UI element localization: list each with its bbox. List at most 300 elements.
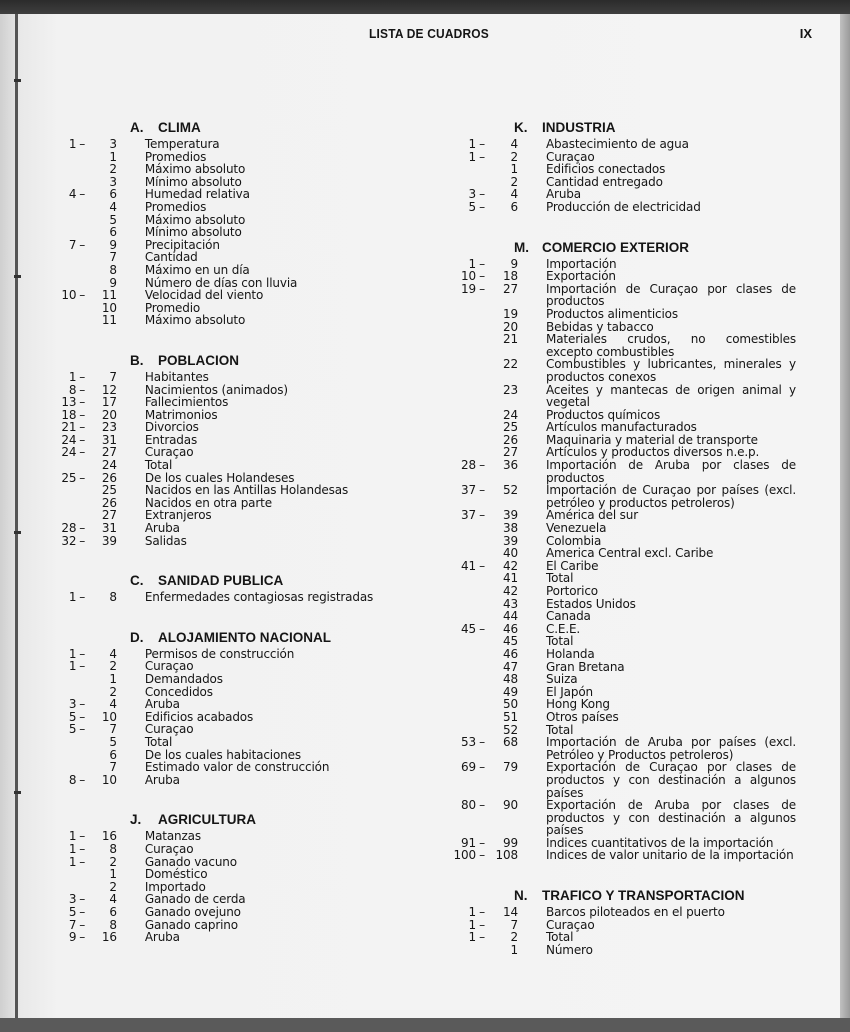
table-title: Curaçao (144, 722, 194, 737)
table-title: Mínimo absoluto (144, 174, 242, 189)
table-of-contents-entry (428, 333, 828, 358)
table-number: 20 (503, 319, 518, 334)
range-dash: – (479, 149, 485, 164)
table-range-start: 37 (461, 508, 476, 523)
table-number: 4 (510, 187, 518, 202)
table-number: 23 (101, 420, 117, 435)
table-of-contents-entry (34, 906, 434, 919)
range-dash: – (479, 187, 485, 202)
table-title: Velocidad del viento (144, 288, 264, 303)
section-letter: D. (130, 629, 144, 645)
table-of-contents-entry (428, 919, 828, 932)
table-title: De los cuales Holandeses (144, 470, 295, 485)
table-of-contents-entry (428, 522, 828, 535)
table-of-contents-entry (428, 572, 828, 585)
table-number: 46 (503, 646, 518, 661)
table-of-contents-entry (428, 258, 828, 271)
range-dash (476, 635, 488, 648)
binding-staple (14, 79, 21, 82)
table-title: Promedios (144, 199, 207, 214)
range-dash (476, 598, 488, 611)
table-of-contents-entry (428, 648, 828, 661)
table-number: 4 (510, 137, 518, 151)
table-number: 9 (109, 237, 117, 252)
table-number: 4 (109, 646, 117, 661)
table-title: Barcos piloteados en el puerto (546, 905, 725, 920)
range-dash (76, 749, 88, 762)
table-range-start: 1 (468, 149, 476, 164)
range-dash: – (79, 470, 86, 485)
table-number: 6 (109, 187, 117, 202)
table-title: Número de días con lluvia (144, 275, 298, 290)
table-of-contents-entry (34, 497, 434, 510)
section-title: TRAFICO Y TRANSPORTACION (542, 888, 745, 904)
table-range-start (428, 384, 476, 409)
table-range-start: 5 (468, 199, 476, 214)
table-title: Salidas (144, 533, 187, 548)
table-title: Total (546, 634, 574, 649)
range-dash (476, 547, 488, 560)
range-dash: – (479, 483, 485, 498)
section-title: INDUSTRIA (542, 120, 616, 135)
table-of-contents-entry (428, 176, 828, 189)
table-range-start: 3 (468, 187, 476, 202)
table-number: 8 (109, 841, 117, 856)
table-range-start: 5 (68, 722, 77, 737)
range-dash: – (79, 697, 86, 712)
table-range-start: 13 (61, 395, 77, 410)
range-dash (476, 673, 488, 686)
range-dash: – (479, 848, 485, 863)
range-dash: – (479, 930, 485, 945)
table-number: 90 (503, 798, 518, 813)
table-range-start: 45 (461, 621, 476, 636)
table-number: 8 (109, 590, 117, 605)
table-title: Curaçao (144, 659, 194, 674)
table-range-start (428, 547, 476, 560)
range-dash (476, 572, 488, 585)
table-title: Aruba (144, 772, 180, 787)
table-title: Cantidad entregado (546, 174, 663, 189)
table-range-start (428, 661, 476, 674)
range-dash: – (79, 369, 86, 384)
table-title: Ganado ovejuno (144, 904, 241, 919)
table-range-start (34, 264, 76, 277)
table-title: Exportación de Curaçao por clases de productos y con destinación a algunos países (546, 760, 800, 800)
table-of-contents-entry (428, 283, 828, 308)
binding-staple (14, 791, 21, 794)
table-of-contents-entry (34, 698, 434, 711)
range-dash (76, 484, 88, 497)
range-dash: – (79, 237, 86, 252)
range-dash (76, 736, 88, 749)
range-dash: – (479, 621, 485, 636)
table-title: Edificios conectados (546, 162, 666, 177)
table-range-start (34, 151, 76, 164)
table-of-contents-entry (428, 698, 828, 711)
table-range-start (428, 610, 476, 623)
table-range-start (428, 409, 476, 422)
table-number: 1 (109, 149, 117, 164)
table-number: 1 (109, 867, 117, 882)
table-of-contents-entry (428, 635, 828, 648)
table-number: 8 (109, 262, 117, 277)
table-range-start: 18 (61, 407, 77, 422)
table-number: 18 (503, 269, 518, 284)
table-title: Hong Kong (546, 697, 610, 712)
range-dash: – (479, 735, 485, 750)
table-of-contents-entry (428, 686, 828, 699)
table-number: 27 (101, 508, 117, 523)
table-range-start: 24 (61, 432, 77, 447)
table-range-start (428, 944, 476, 957)
range-dash (476, 333, 488, 358)
table-title: Humedad relativa (144, 187, 250, 202)
range-dash (476, 648, 488, 661)
table-range-start (428, 572, 476, 585)
table-of-contents-entry (428, 384, 828, 409)
table-range-start: 28 (461, 458, 476, 473)
table-number: 11 (101, 313, 117, 328)
table-number: 26 (101, 495, 117, 510)
table-of-contents-entry (428, 761, 828, 799)
table-title: Promedios (144, 149, 207, 164)
table-number: 9 (109, 275, 117, 290)
table-number: 50 (503, 697, 518, 712)
binding-staple (14, 531, 21, 534)
table-range-start (34, 497, 76, 510)
table-of-contents-entry (428, 459, 828, 484)
table-title: Holanda (546, 646, 595, 661)
range-dash (76, 163, 88, 176)
table-range-start: 1 (68, 829, 77, 844)
table-number: 68 (503, 735, 518, 750)
table-range-start (428, 635, 476, 648)
table-title: Entradas (144, 432, 198, 447)
table-number: 3 (109, 174, 117, 189)
range-dash (76, 868, 88, 881)
table-range-start (428, 711, 476, 724)
table-range-start: 91 (461, 835, 476, 850)
table-of-contents-entry (34, 774, 434, 787)
table-of-contents-entry (34, 459, 434, 472)
range-dash (76, 761, 88, 774)
range-dash: – (79, 854, 86, 869)
range-dash: – (79, 407, 86, 422)
table-title: Ganado vacuno (144, 854, 237, 869)
range-dash: – (79, 382, 86, 397)
table-range-start: 10 (61, 288, 77, 303)
range-dash (476, 585, 488, 598)
section-title: COMERCIO EXTERIOR (542, 239, 690, 255)
table-of-contents-entry (34, 931, 434, 944)
table-number: 25 (101, 483, 117, 498)
table-of-contents-entry (34, 264, 434, 277)
table-of-contents-entry (34, 591, 434, 604)
table-title: Extranjeros (144, 508, 212, 523)
table-number: 51 (503, 709, 518, 724)
table-title: Temperatura (144, 137, 220, 151)
table-number: 79 (503, 760, 518, 775)
range-dash (476, 698, 488, 711)
table-range-start (428, 648, 476, 661)
table-number: 36 (503, 458, 518, 473)
table-of-contents-entry (428, 585, 828, 598)
range-dash: – (79, 709, 86, 724)
table-title: Nacidos en las Antillas Holandesas (144, 483, 349, 498)
section-letter: A. (130, 120, 144, 135)
table-of-contents-entry (34, 421, 434, 434)
table-number: 10 (101, 772, 117, 787)
table-of-contents-entry (34, 830, 434, 843)
table-number: 17 (101, 395, 117, 410)
table-number: 45 (503, 634, 518, 649)
range-dash: – (479, 558, 485, 573)
table-range-start: 3 (68, 892, 77, 907)
table-number: 31 (101, 432, 117, 447)
table-range-start: 1 (468, 905, 476, 920)
table-number: 24 (503, 407, 518, 422)
section-title: ALOJAMIENTO NACIONAL (158, 629, 332, 645)
table-number: 99 (503, 835, 518, 850)
table-of-contents-entry (428, 484, 828, 509)
table-title: Importado (144, 879, 206, 894)
table-title: Nacidos en otra parte (144, 495, 272, 510)
table-title: Aruba (546, 187, 581, 202)
table-of-contents-entry (34, 856, 434, 869)
section-letter: J. (130, 812, 142, 828)
left-column (34, 118, 434, 944)
table-range-start (428, 522, 476, 535)
range-dash: – (79, 829, 86, 844)
range-dash (76, 226, 88, 239)
table-range-start: 80 (461, 798, 476, 813)
table-range-start: 53 (461, 735, 476, 750)
table-title: América del sur (546, 508, 639, 523)
table-title: Importación de Curaçao por países (excl. petróleo y productos petroleros) (546, 483, 800, 510)
section-heading (428, 886, 828, 903)
table-of-contents-entry (428, 509, 828, 522)
table-number: 26 (503, 432, 518, 447)
range-dash: – (79, 917, 86, 932)
table-number: 20 (101, 407, 117, 422)
table-range-start (34, 302, 76, 315)
range-dash (476, 163, 488, 176)
page-title: LISTA DE CUADROS (369, 26, 489, 41)
table-title: Enfermedades contagiosas registradas (144, 590, 374, 605)
table-range-start: 5 (68, 904, 77, 919)
range-dash: – (479, 835, 485, 850)
section-heading (428, 118, 828, 135)
table-of-contents-entry (428, 163, 828, 176)
range-dash: – (79, 395, 86, 410)
table-of-contents-entry (34, 535, 434, 548)
range-dash: – (79, 841, 86, 856)
range-dash: – (479, 137, 485, 151)
table-number: 40 (503, 546, 518, 561)
table-range-start: 5 (68, 709, 77, 724)
scan-bottom-edge (0, 1018, 850, 1032)
table-of-contents-entry (34, 446, 434, 459)
table-title: Portorico (546, 584, 598, 598)
table-range-start (34, 459, 76, 472)
range-dash: – (479, 760, 485, 775)
section-title: SANIDAD PUBLICA (158, 573, 284, 589)
document-page (18, 14, 840, 1018)
table-range-start (428, 434, 476, 447)
table-range-start (34, 868, 76, 881)
table-range-start (428, 358, 476, 383)
range-dash (476, 321, 488, 334)
table-range-start: 1 (68, 854, 77, 869)
range-dash: – (79, 722, 86, 737)
table-of-contents-entry (428, 138, 828, 151)
table-range-start (428, 698, 476, 711)
table-range-start: 1 (68, 659, 77, 674)
table-title: Matrimonios (144, 407, 218, 422)
table-range-start: 28 (61, 521, 77, 536)
table-range-start: 41 (461, 558, 476, 573)
table-number: 24 (101, 458, 117, 473)
table-range-start: 19 (461, 281, 476, 296)
table-of-contents-entry (34, 509, 434, 522)
table-of-contents-entry (34, 484, 434, 497)
table-number: 108 (495, 848, 518, 863)
table-title: Abastecimiento de agua (546, 137, 689, 151)
section-spacer (34, 547, 434, 571)
range-dash (476, 308, 488, 321)
table-of-contents-entry (34, 409, 434, 422)
range-dash: – (479, 917, 485, 932)
table-title: Mínimo absoluto (144, 225, 242, 240)
range-dash: – (79, 432, 86, 447)
table-range-start (428, 598, 476, 611)
table-title: Exportación de Aruba por clases de productos y con destinación a algunos países (546, 798, 800, 838)
table-number: 8 (109, 917, 117, 932)
table-number: 4 (109, 892, 117, 907)
section-heading (34, 118, 434, 135)
range-dash (76, 314, 88, 327)
table-range-start: 1 (68, 646, 77, 661)
table-range-start: 32 (61, 533, 77, 548)
table-title: Curaçao (546, 917, 595, 932)
table-number: 6 (109, 225, 117, 240)
table-number: 7 (510, 917, 518, 932)
table-of-contents-entry (34, 711, 434, 724)
range-dash (76, 497, 88, 510)
table-title: Máximo absoluto (144, 313, 246, 328)
table-title: Total (546, 571, 574, 586)
table-title: Curaçao (144, 445, 194, 460)
table-title: Número (546, 942, 593, 957)
table-number: 10 (101, 300, 117, 315)
table-title: Total (144, 734, 173, 749)
table-range-start (34, 314, 76, 327)
table-of-contents-entry (34, 723, 434, 736)
table-title: Importación (546, 256, 617, 271)
table-title: Total (546, 722, 574, 737)
table-number: 43 (503, 596, 518, 611)
table-title: Combustibles y lubricantes, minerales y productos conexos (546, 357, 800, 384)
table-of-contents-entry (428, 944, 828, 957)
table-title: Fallecimientos (144, 395, 229, 410)
table-title: C.E.E. (546, 621, 581, 636)
table-number: 7 (109, 250, 117, 265)
table-title: Curaçao (546, 149, 595, 164)
range-dash (476, 944, 488, 957)
table-number: 27 (101, 445, 117, 460)
table-number: 2 (109, 854, 117, 869)
range-dash (476, 421, 488, 434)
table-number: 42 (503, 584, 518, 598)
table-title: Venezuela (546, 521, 607, 536)
table-number: 44 (503, 609, 518, 624)
section-heading (34, 628, 434, 645)
table-number: 2 (510, 149, 518, 164)
table-title: Cantidad (144, 250, 198, 265)
range-dash: – (479, 199, 485, 214)
table-range-start (34, 201, 76, 214)
table-title: Divorcios (144, 420, 199, 435)
table-of-contents-entry (428, 598, 828, 611)
table-of-contents-entry (34, 314, 434, 327)
range-dash: – (79, 892, 86, 907)
section-title: CLIMA (158, 120, 201, 135)
table-number: 7 (109, 722, 117, 737)
table-range-start (34, 226, 76, 239)
table-of-contents-entry (428, 308, 828, 321)
table-of-contents-entry (34, 843, 434, 856)
table-title: Permisos de construcción (144, 646, 295, 661)
range-dash (76, 251, 88, 264)
range-dash: – (479, 508, 485, 523)
table-of-contents-entry (34, 289, 434, 302)
table-title: Demandados (144, 672, 223, 686)
table-title: El Caribe (546, 558, 599, 573)
table-title: Precipitación (144, 237, 220, 252)
table-title: El Japón (546, 684, 593, 699)
table-range-start: 100 (453, 848, 476, 863)
table-number: 23 (503, 382, 518, 397)
table-number: 2 (109, 659, 117, 674)
table-number: 3 (109, 137, 117, 151)
table-of-contents-entry (428, 623, 828, 636)
table-range-start: 37 (461, 483, 476, 498)
table-of-contents-entry (34, 396, 434, 409)
table-number: 6 (510, 199, 518, 214)
table-of-contents-entry (34, 434, 434, 447)
table-range-start: 1 (68, 590, 77, 605)
table-number: 1 (510, 162, 518, 177)
table-of-contents-entry (34, 371, 434, 384)
table-number: 39 (101, 533, 117, 548)
table-number: 2 (109, 684, 117, 699)
table-range-start: 1 (468, 930, 476, 945)
section-heading (34, 571, 434, 588)
table-title: Matanzas (144, 829, 201, 844)
table-title: Máximo absoluto (144, 212, 246, 227)
table-range-start: 4 (68, 187, 77, 202)
table-of-contents-entry (34, 226, 434, 239)
table-range-start (34, 749, 76, 762)
table-title: Aruba (144, 930, 180, 945)
table-range-start: 7 (68, 237, 77, 252)
table-of-contents-entry (428, 799, 828, 837)
table-number: 42 (503, 558, 518, 573)
table-number: 25 (503, 420, 518, 435)
table-number: 41 (503, 571, 518, 586)
range-dash (76, 459, 88, 472)
